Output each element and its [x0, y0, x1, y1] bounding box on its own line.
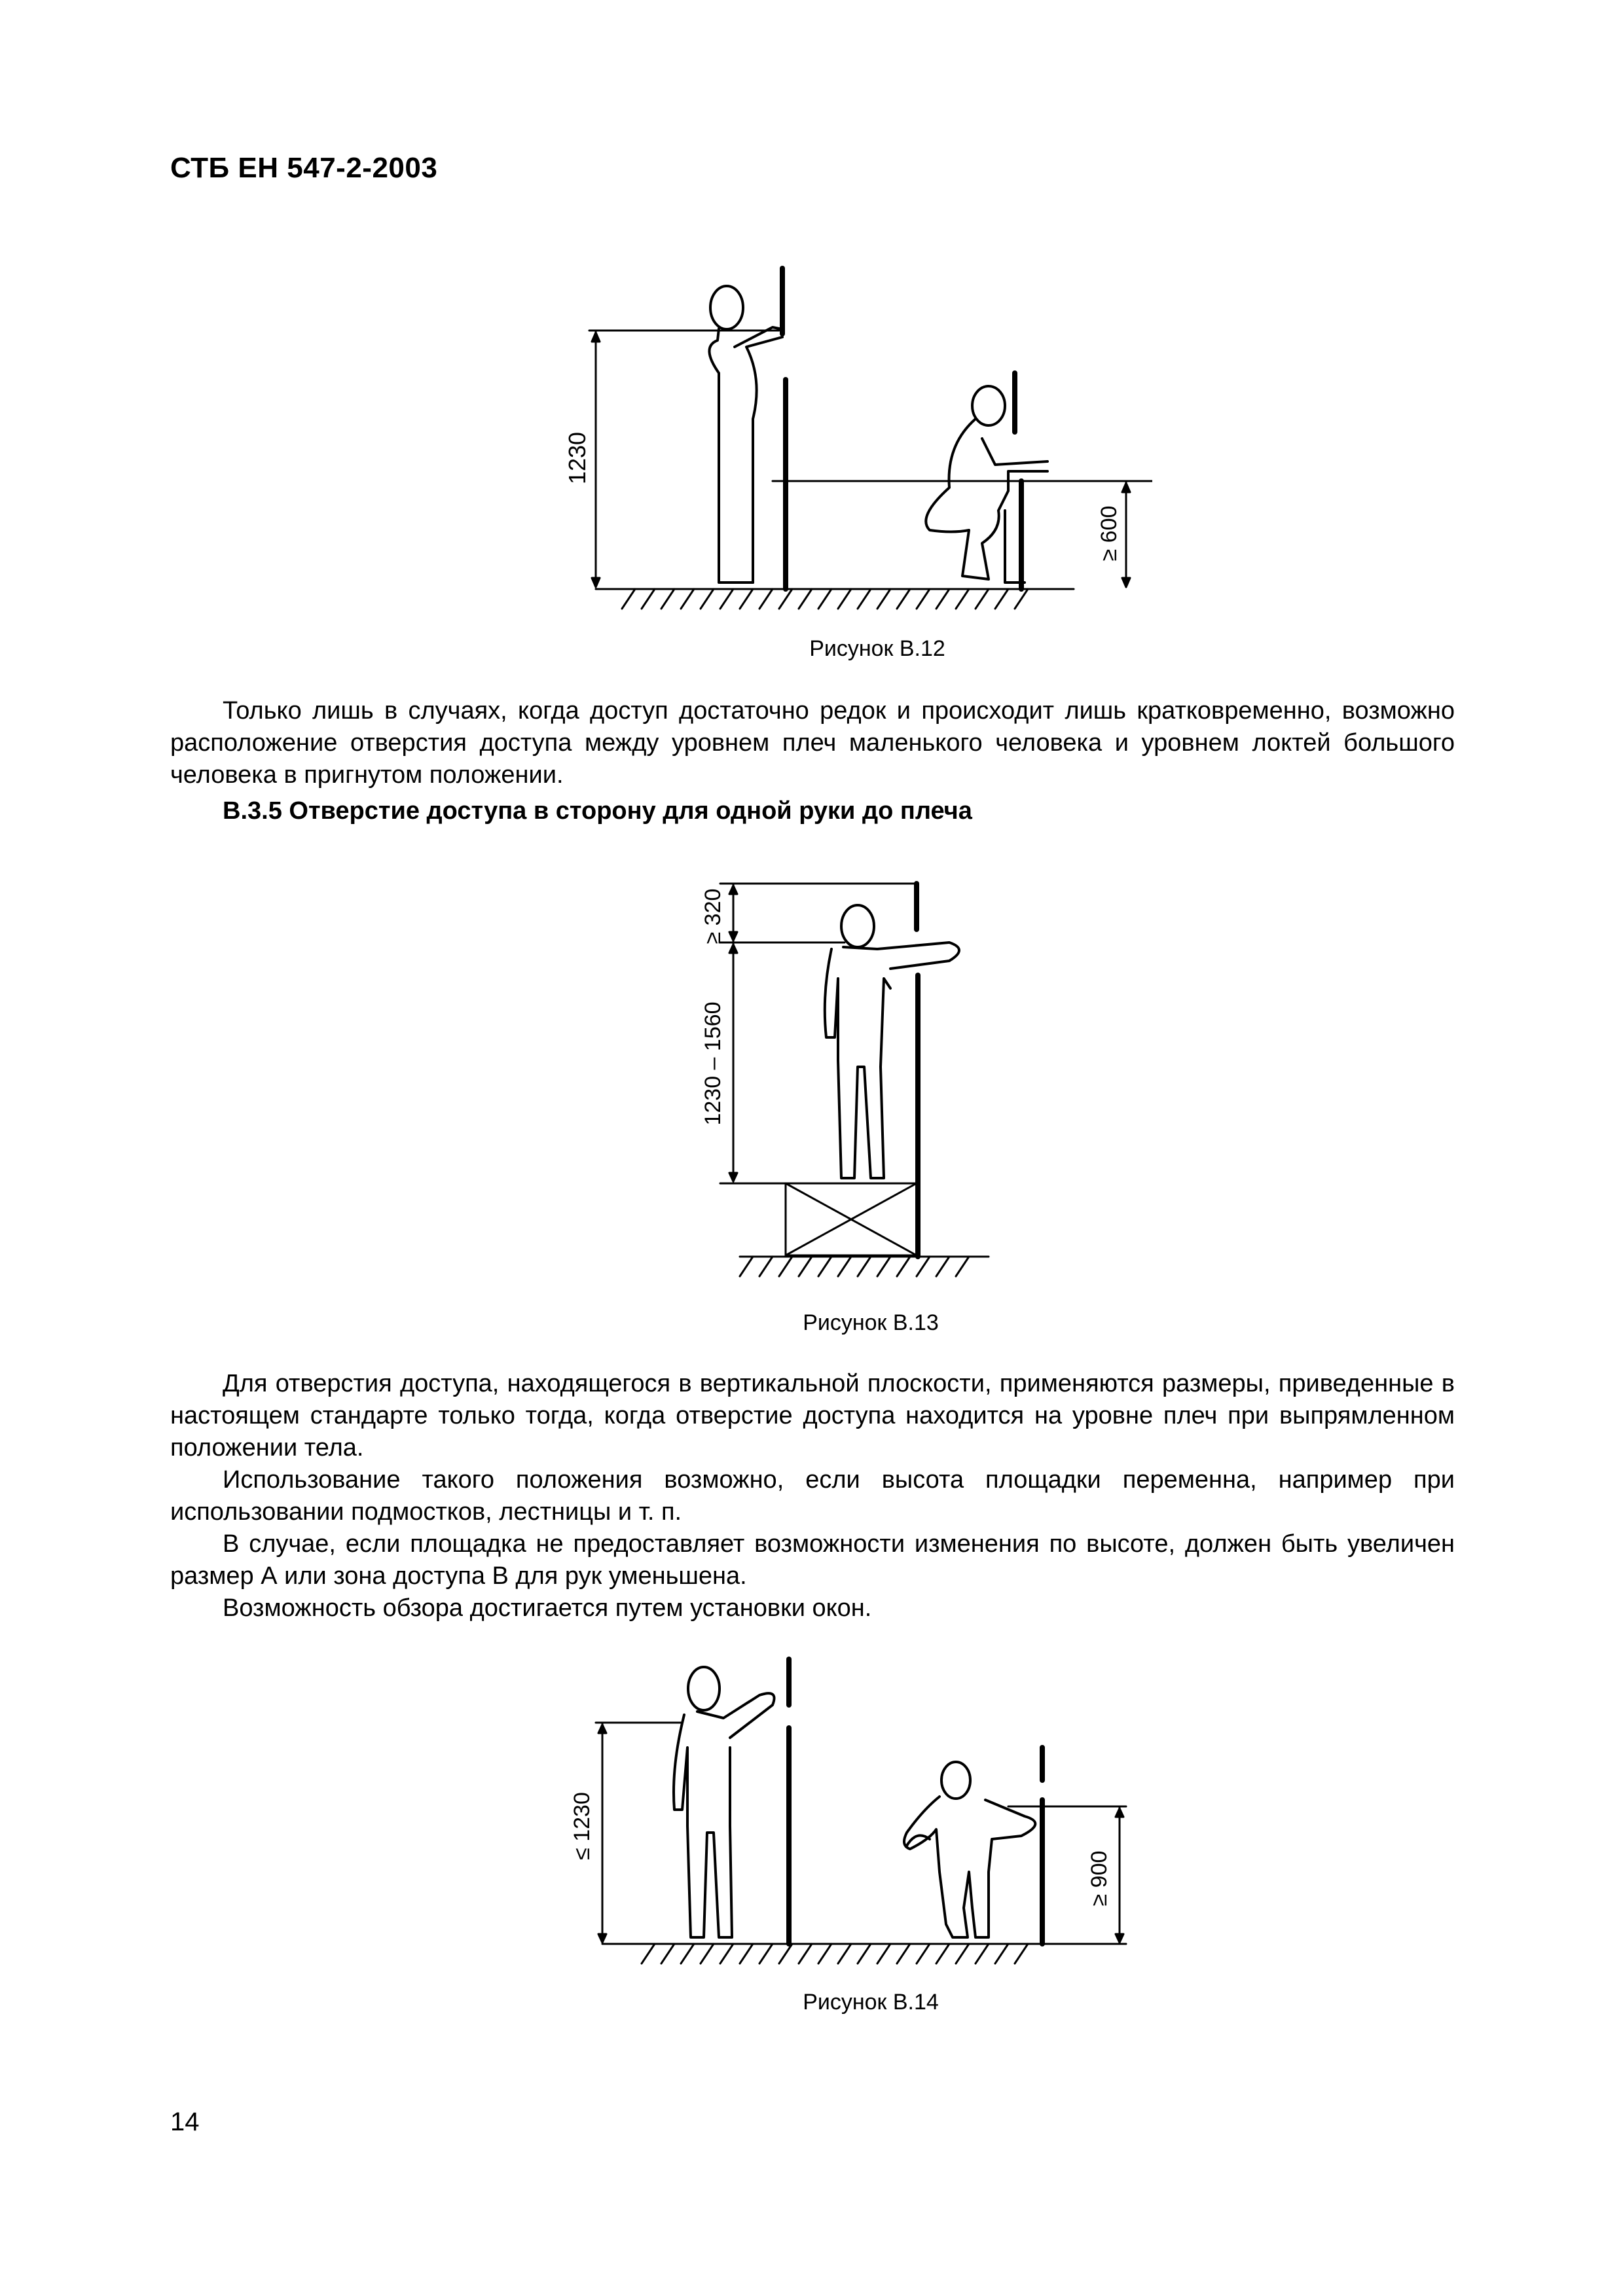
figure-b14-drawing — [563, 1649, 1152, 2016]
dimension-320-label: ≥ 320 — [701, 888, 725, 944]
dimension-1230-label: 1230 — [564, 431, 591, 485]
figure-b14-caption: Рисунок В.14 — [803, 1990, 939, 2015]
paragraph-1: Только лишь в случаях, когда доступ достаточно редок и происходит лишь кратковременно, возможно расположение отверстия доступа между уровнем плеч маленького человека и уровнем локтей большого человека в пригнутом положении. — [170, 697, 1455, 789]
dimension-600-label: ≥ 600 — [1097, 505, 1122, 562]
document-code: СТБ ЕН 547-2-2003 — [170, 152, 438, 184]
dimension-1230-1560-label: 1230 – 1560 — [701, 1001, 725, 1126]
figure-b12-caption: Рисунок В.12 — [809, 636, 945, 661]
paragraph-4: В случае, если площадка не предоставляет возможности изменения по высоте, должен быть увеличен размер А или зона доступа В для рук уменьшена. — [170, 1530, 1455, 1590]
dimension-900-label: ≥ 900 — [1087, 1850, 1112, 1907]
paragraph-block — [170, 1368, 1455, 1624]
figure-b13-caption: Рисунок В.13 — [803, 1310, 939, 1335]
figure-b13-drawing — [674, 864, 1054, 1296]
paragraph-5: Возможность обзора достигается путем установки окон. — [223, 1594, 872, 1622]
paragraph-2: Для отверстия доступа, находящегося в вертикальной плоскости, применяются размеры, приведенные в настоящем стандарте только тогда, когда отверстие доступа находится на уровне плеч при выпрямленном положении тела. — [170, 1370, 1455, 1462]
figure-b12-drawing — [563, 255, 1152, 622]
page-number: 14 — [170, 2108, 200, 2136]
paragraph-3: Использование такого положения возможно, если высота площадки переменна, например при использовании подмостков, лестницы и т. п. — [170, 1466, 1455, 1526]
section-heading: В.3.5 Отверстие доступа в сторону для одной руки до плеча — [223, 797, 972, 825]
dimension-1230-max-label: ≤ 1230 — [570, 1792, 594, 1860]
